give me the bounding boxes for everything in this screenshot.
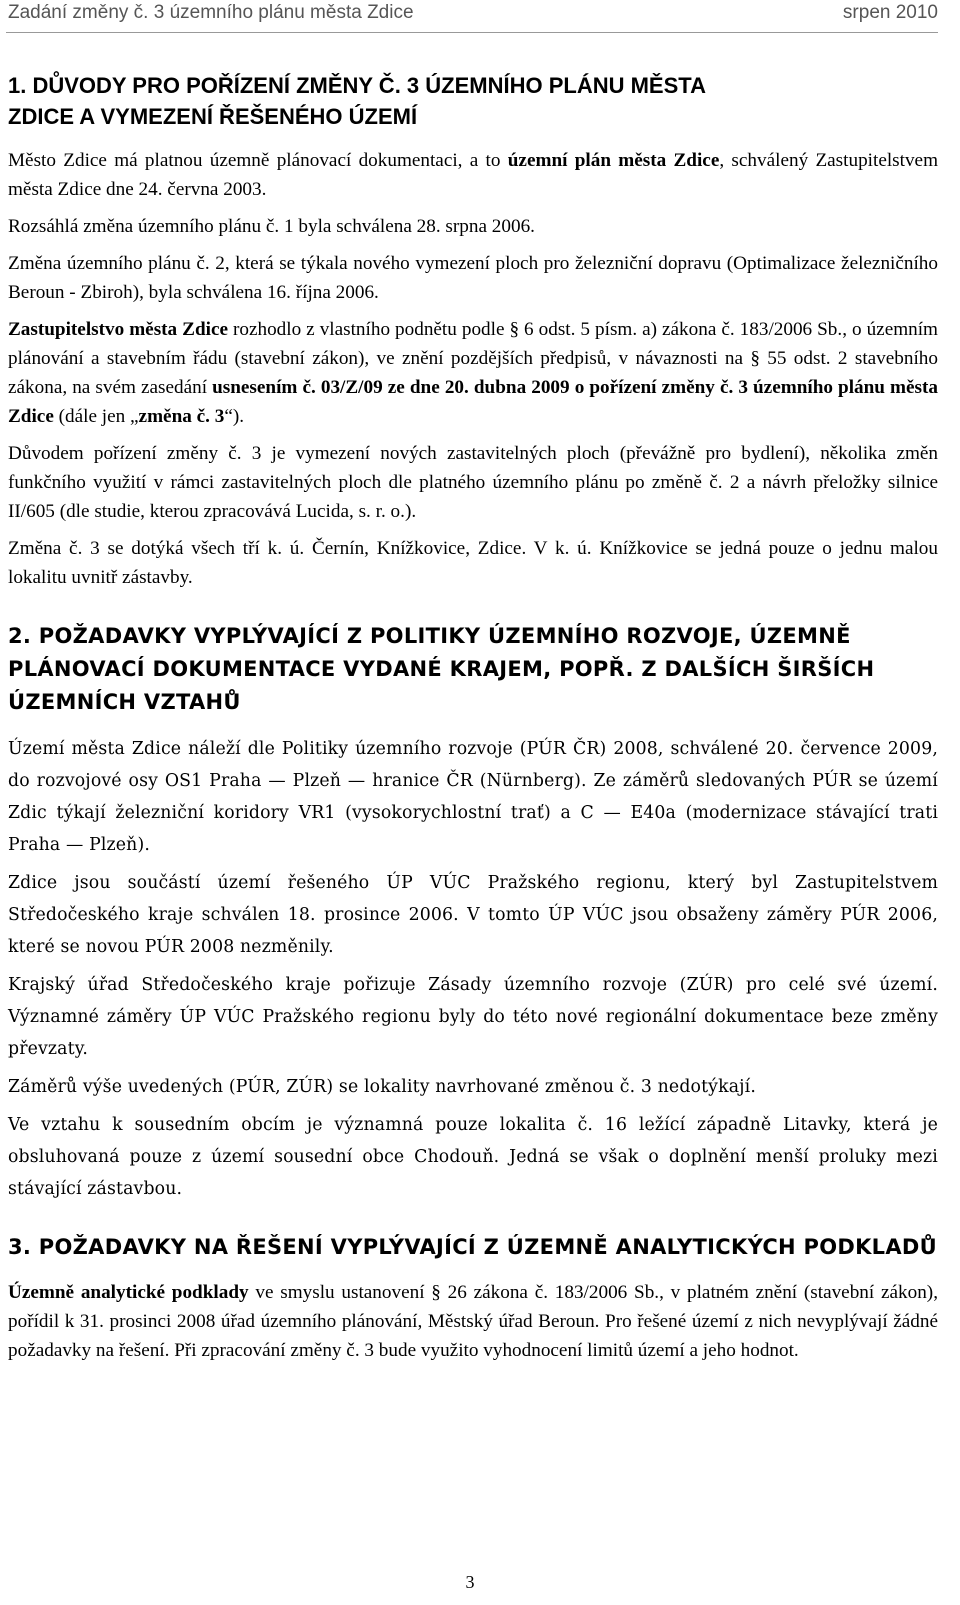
text-run-bold: usnesením č. 03/Z/09 ze dne 20. dubna 2009 o pořízení změny č. 3 územního plánu města Zdice [8, 377, 938, 427]
text-run: Město Zdice má platnou územně plánovací dokumentaci, a to [8, 150, 508, 171]
text-run: “). [224, 406, 245, 427]
page-header [8, 2, 938, 28]
text-run-bold: Zastupitelstvo města Zdice [8, 319, 228, 340]
section-1-heading-line-1: 1. DŮVODY PRO POŘÍZENÍ ZMĚNY Č. 3 ÚZEMNÍHO PLÁNU MĚSTA [8, 73, 706, 98]
section-2-heading: 2. POŽADAVKY VYPLÝVAJÍCÍ Z POLITIKY ÚZEMNÍHO ROZVOJE, ÚZEMNĚ PLÁNOVACÍ DOKUMENTACE VYDANÉ KRAJEM, POPŘ. Z DALŠÍCH ŠIRŠÍCH ÚZEMNÍCH VZTAHŮ [8, 624, 875, 714]
page-number: 3 [465, 1572, 475, 1592]
section-3-heading: 3. POŽADAVKY NA ŘEŠENÍ VYPLÝVAJÍCÍ Z ÚZEMNĚ ANALYTICKÝCH PODKLADŮ [8, 1235, 937, 1259]
section-2-paragraph-3: Krajský úřad Středočeského kraje pořizuje Zásady územního rozvoje (ZÚR) pro celé své území. Významné záměry ÚP VÚC Pražského regionu byly do této nové regionální dokumentace beze změny převzaty. [8, 975, 938, 1059]
section-1-heading-line-2: ZDICE A VYMEZENÍ ŘEŠENÉHO ÚZEMÍ [8, 104, 418, 129]
section-1-paragraph-2: Rozsáhlá změna územního plánu č. 1 byla schválena 28. srpna 2006. [8, 216, 535, 237]
section-1-paragraph-3: Změna územního plánu č. 2, která se týkala nového vymezení ploch pro železniční dopravu (Optimalizace železničního Beroun - Zbiroh), byla schválena 16. října 2006. [8, 253, 938, 303]
text-run-bold: Územně analytické podklady [8, 1282, 249, 1303]
text-run: , schválený Zastupitelstvem města Zdice dne 24. června 2003. [8, 150, 939, 200]
text-run: ve smyslu ustanovení § 26 zákona č. 183/2006 Sb., v platném znění (stavební zákon), pořídil k 31. prosinci 2008 úřad územního plánování, Městský úřad Beroun. Pro řešené území z nich nevyplývají žádné požadavky na řešení. Při zpracování změny č. 3 bude využito vyhodnocení limitů území a jeho hodnot. [8, 1282, 938, 1361]
header-title: Zadání změny č. 3 územního plánu města Zdice [8, 2, 414, 23]
section-1-paragraph-6: Změna č. 3 se dotýká všech tří k. ú. Černín, Knížkovice, Zdice. V k. ú. Knížkovice se jedná pouze o jednu malou lokalitu uvnitř zástavby. [8, 538, 938, 588]
text-run: rozhodlo z vlastního podnětu podle § 6 odst. 5 písm. a) zákona č. 183/2006 Sb., o územním plánování a stavebním řádu (stavební zákon), ve znění pozdějších předpisů, v návaznosti na § 55 odst. 2 stavebního zákona, na svém zasedání [8, 319, 938, 398]
section-2-paragraph-1: Území města Zdice náleží dle Politiky územního rozvoje (PÚR ČR) 2008, schválené 20. července 2009, do rozvojové osy OS1 Praha — Plzeň — hranice ČR (Nürnberg). Ze záměrů sledovaných PÚR se území Zdic týkají železniční koridory VR1 (vysokorychlostní trať) a C — E40a (modernizace stávající trati Praha — Plzeň). [8, 739, 938, 855]
section-2-paragraph-5: Ve vztahu k sousedním obcím je významná pouze lokalita č. 16 ležící západně Litavky, která je obsluhovaná pouze z území sousední obce Chodouň. Jedná se však o doplnění menší proluky mezi stávající zástavbou. [8, 1115, 938, 1199]
section-2-paragraph-2: Zdice jsou součástí území řešeného ÚP VÚC Pražského regionu, který byl Zastupitelstvem Středočeského kraje schválen 18. prosince 2006. V tomto ÚP VÚC jsou obsaženy záměry PÚR 2006, které se novou PÚR 2008 nezměnily. [8, 873, 938, 957]
document-body [8, 70, 938, 1373]
section-1-paragraph-4 [8, 315, 938, 431]
text-run-bold: změna č. 3 [138, 406, 225, 427]
text-run-bold: územní plán města Zdice [507, 150, 720, 171]
header-date: srpen 2010 [842, 2, 938, 23]
header-divider [6, 32, 938, 33]
section-2-paragraph-4: Záměrů výše uvedených (PÚR, ZÚR) se lokality navrhované změnou č. 3 nedotýkají. [8, 1077, 756, 1097]
section-1-paragraph-5: Důvodem pořízení změny č. 3 je vymezení nových zastavitelných ploch (převážně pro bydlení), několika změn funkčního využití v rámci zastavitelných ploch dle platného územního plánu po změně č. 2 a návrh přeložky silnice II/605 (dle studie, kterou zpracovává Lucida, s. r. o.). [8, 443, 938, 522]
section-1-paragraph-1 [8, 146, 938, 204]
section-1-heading [8, 70, 938, 132]
section-3-paragraph-1 [8, 1278, 938, 1365]
text-run: (dále jen „ [53, 406, 139, 427]
